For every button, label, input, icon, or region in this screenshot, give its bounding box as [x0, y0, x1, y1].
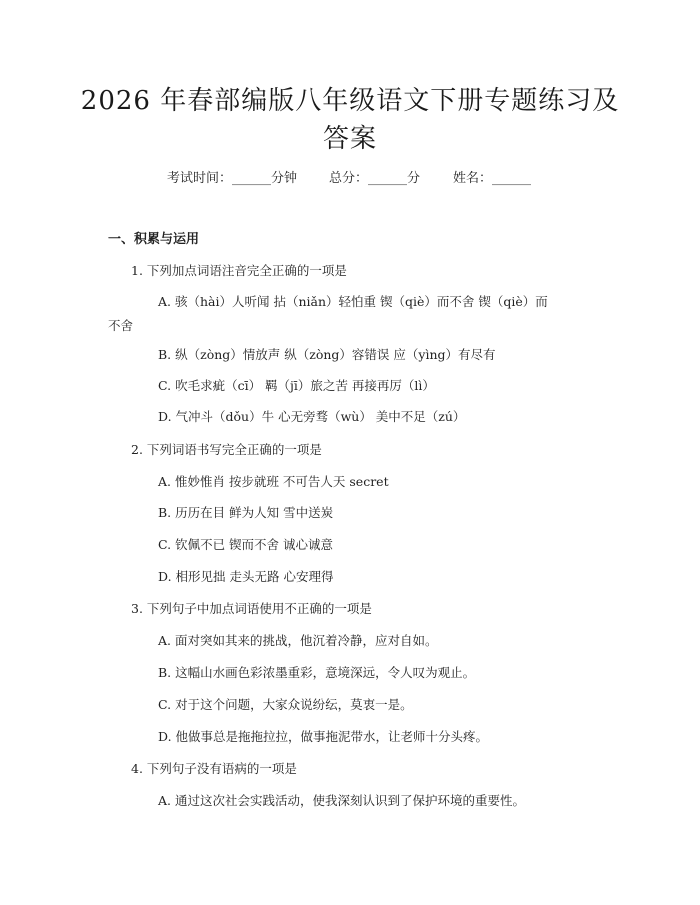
question-1-option-a: A. 骇（hài）人听闻 拈（niǎn）轻怕重 锲（qiè）而不舍 锲（qiè）而: [158, 294, 548, 309]
question-2-stem: 2. 下列词语书写完全正确的一项是: [131, 442, 322, 457]
title-line-2: 答案: [322, 124, 377, 154]
question-2-option-c: C. 钦佩不已 锲而不舍 诚心诚意: [158, 537, 334, 552]
question-3-option-c: C. 对于这个问题，大家众说纷纭，莫衷一是。: [158, 697, 413, 712]
question-1-option-d: D. 气冲斗（dǒu）牛 心无旁骛（wù） 美中不足（zú）: [158, 409, 466, 424]
question-1-stem: 1. 下列加点词语注音完全正确的一项是: [131, 263, 347, 278]
exam-time-label: 考试时间：______分钟: [167, 171, 298, 186]
student-name-label: 姓名：______: [453, 171, 532, 186]
question-2-option-a: A. 惟妙惟肖 按步就班 不可告人天 secret: [158, 474, 389, 489]
title-line-1: 2026 年春部编版八年级语文下册专题练习及: [80, 86, 620, 116]
question-3-option-a: A. 面对突如其来的挑战，他沉着冷静，应对自如。: [158, 633, 438, 648]
question-3-stem: 3. 下列句子中加点词语使用不正确的一项是: [131, 601, 372, 616]
section-title: 一、积累与运用: [108, 232, 200, 247]
question-4-stem: 4. 下列句子没有语病的一项是: [131, 761, 297, 776]
question-3-option-b: B. 这幅山水画色彩浓墨重彩，意境深远，令人叹为观止。: [158, 665, 476, 680]
question-4-option-a: A. 通过这次社会实践活动，使我深刻认识到了保护环境的重要性。: [158, 793, 525, 808]
question-1-option-b: B. 纵（zòng）情放声 纵（zòng）容错误 应（yìng）有尽有: [158, 347, 496, 362]
question-2-option-b: B. 历历在目 鲜为人知 雪中送炭: [158, 505, 334, 520]
question-2-option-d: D. 相形见拙 走头无路 心安理得: [158, 569, 334, 584]
document-title: [70, 82, 630, 158]
question-3-option-d: D. 他做事总是拖拖拉拉，做事拖泥带水，让老师十分头疼。: [158, 729, 489, 744]
total-score-label: 总分：______分: [329, 171, 421, 186]
question-1-option-a-continued: 不舍: [108, 318, 134, 333]
question-1-option-c: C. 吹毛求疵（cī） 羁（jī）旅之苦 再接再厉（lì）: [158, 378, 435, 393]
